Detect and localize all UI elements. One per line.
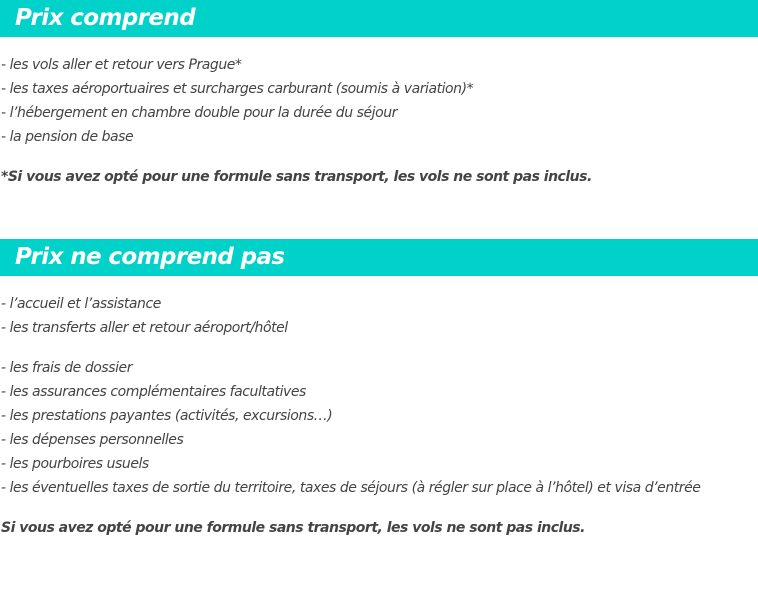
excluded-section-header	[0, 239, 758, 276]
included-section-title: Prix comprend	[15, 5, 196, 31]
list-item: - les frais de dossier	[1, 360, 132, 376]
excluded-list	[1, 292, 700, 500]
excluded-transport-note: Si vous avez opté pour une formule sans transport, les vols ne sont pas inclus.	[1, 520, 585, 536]
list-item: - la pension de base	[1, 129, 134, 145]
included-section-header	[0, 0, 758, 37]
list-item: - l’accueil et l’assistance	[1, 296, 161, 312]
list-item: - l’hébergement en chambre double pour la durée du séjour	[1, 105, 397, 121]
list-item: - les assurances complémentaires facultatives	[1, 384, 306, 400]
excluded-section-title: Prix ne comprend pas	[15, 244, 285, 270]
list-item: - les transferts aller et retour aéroport/hôtel	[1, 320, 288, 336]
list-item: - les dépenses personnelles	[1, 432, 184, 448]
list-item: - les prestations payantes (activités, excursions…)	[1, 408, 333, 424]
list-item: - les taxes aéroportuaires et surcharges carburant (soumis à variation)*	[1, 81, 474, 97]
list-item: - les pourboires usuels	[1, 456, 149, 472]
included-list	[1, 53, 473, 149]
list-item: - les éventuelles taxes de sortie du territoire, taxes de séjours (à régler sur place à l’hôtel) et visa d’entrée	[1, 480, 701, 496]
included-transport-note: *Si vous avez opté pour une formule sans transport, les vols ne sont pas inclus.	[1, 169, 592, 185]
list-item: - les vols aller et retour vers Prague*	[1, 57, 242, 73]
